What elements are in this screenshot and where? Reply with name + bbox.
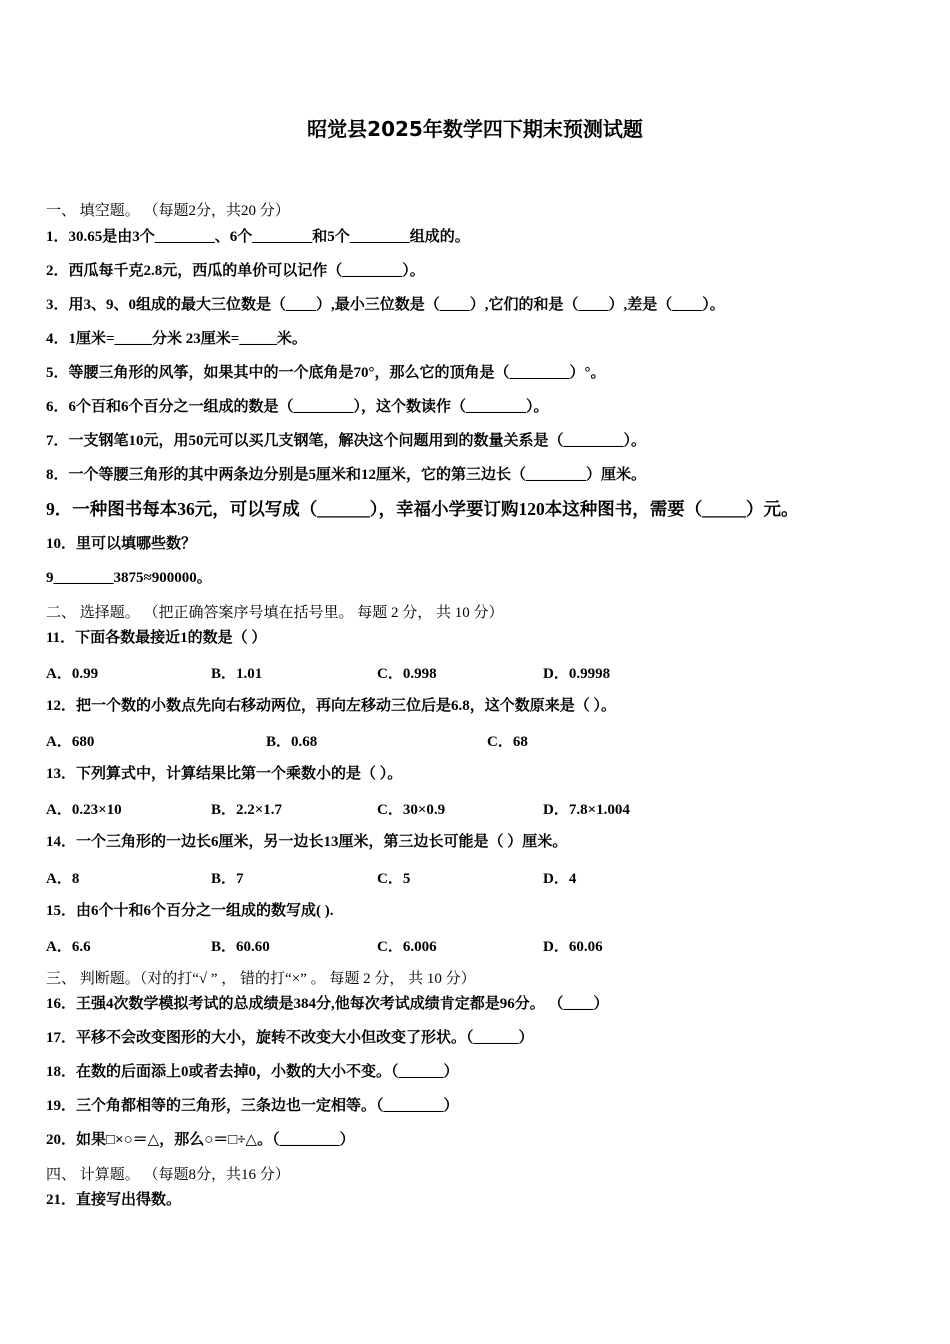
question-12-options: [46, 730, 906, 750]
page-title: 昭觉县2025年数学四下期末预测试题: [307, 117, 643, 141]
option-c: C．0.998: [377, 666, 437, 682]
question-9: 9．一种图书每本36元，可以写成（______），幸福小学要订购120本这种图书，需要（_____）元。: [46, 499, 799, 519]
question-13: 13．下列算式中，计算结果比第一个乘数小的是（ ）。: [46, 766, 403, 782]
question-5: 5．等腰三角形的风筝，如果其中的一个底角是70°，那么它的顶角是（________）°。: [46, 365, 606, 381]
section-heading-fill-blank: 一、 填空题。 （每题2分，共20 分）: [46, 203, 290, 219]
question-18: 18．在数的后面添上0或者去掉0，小数的大小不变。（______）: [46, 1064, 459, 1080]
option-a: A．0.99: [46, 666, 99, 682]
option-c: C．68: [487, 734, 528, 750]
question-8: 8．一个等腰三角形的其中两条边分别是5厘米和12厘米，它的第三边长（________）厘米。: [46, 467, 647, 483]
option-b: B．0.68: [266, 734, 318, 750]
question-15-options: [46, 935, 906, 955]
question-14: 14．一个三角形的一边长6厘米，另一边长13厘米，第三边长可能是（ ）厘米。: [46, 834, 568, 850]
section-heading-true-false: 三、 判断题。（对的打“√ ” ， 错的打“×” 。 每题 2 分， 共 10 分）: [46, 971, 476, 987]
question-14-options: [46, 867, 906, 887]
question-13-options: [46, 798, 906, 818]
question-7: 7．一支钢笔10元，用50元可以买几支钢笔，解决这个问题用到的数量关系是（________）。: [46, 433, 647, 449]
question-17: 17．平移不会改变图形的大小，旋转不改变大小但改变了形状。（______）: [46, 1030, 534, 1046]
question-12: 12．把一个数的小数点先向右移动两位，再向左移动三位后是6.8，这个数原来是（ ）。: [46, 698, 617, 714]
section-heading-multiple-choice: 二、 选择题。 （把正确答案序号填在括号里。 每题 2 分， 共 10 分）: [46, 605, 504, 621]
question-20: 20．如果□×○＝△，那么○＝□÷△。（________）: [46, 1132, 355, 1148]
option-a: A．6.6: [46, 939, 91, 955]
question-15: 15．由6个十和6个百分之一组成的数写成( ).: [46, 903, 334, 919]
question-3: 3．用3、9、0组成的最大三位数是（____）,最小三位数是（____）,它们的和是（____）,差是（____）。: [46, 297, 725, 313]
option-a: A．0.23×10: [46, 802, 122, 818]
option-d: D．0.9998: [543, 666, 611, 682]
question-10-expression: 9________3875≈900000。: [46, 570, 212, 586]
option-d: D．4: [543, 871, 577, 887]
option-b: B．7: [211, 871, 244, 887]
question-11: 11．下面各数最接近1的数是（ ）: [46, 630, 267, 646]
question-1: 1．30.65是由3个________、6个________和5个________组成的。: [46, 229, 470, 245]
option-a: A．680: [46, 734, 95, 750]
option-b: B．60.60: [211, 939, 270, 955]
option-b: B．1.01: [211, 666, 263, 682]
option-c: C．5: [377, 871, 411, 887]
question-6: 6．6个百和6个百分之一组成的数是（________），这个数读作（________）。: [46, 399, 549, 415]
option-b: B．2.2×1.7: [211, 802, 283, 818]
option-d: D．7.8×1.004: [543, 802, 630, 818]
question-10: 10．里可以填哪些数？: [46, 536, 197, 552]
question-19: 19．三个角都相等的三角形，三条边也一定相等。（________）: [46, 1098, 459, 1114]
question-21: 21．直接写出得数。: [46, 1192, 182, 1208]
option-c: C．6.006: [377, 939, 437, 955]
section-heading-calculation: 四、 计算题。 （每题8分，共16 分）: [46, 1167, 290, 1183]
question-16: 16．王强4次数学模拟考试的总成绩是384分,他每次考试成绩肯定都是96分。 （____）: [46, 996, 609, 1012]
option-c: C．30×0.9: [377, 802, 446, 818]
question-4: 4．1厘米=_____分米 23厘米=_____米。: [46, 331, 307, 347]
question-11-options: [46, 662, 906, 682]
option-d: D．60.06: [543, 939, 603, 955]
question-2: 2．西瓜每千克2.8元，西瓜的单价可以记作（________）。: [46, 263, 425, 279]
option-a: A．8: [46, 871, 80, 887]
